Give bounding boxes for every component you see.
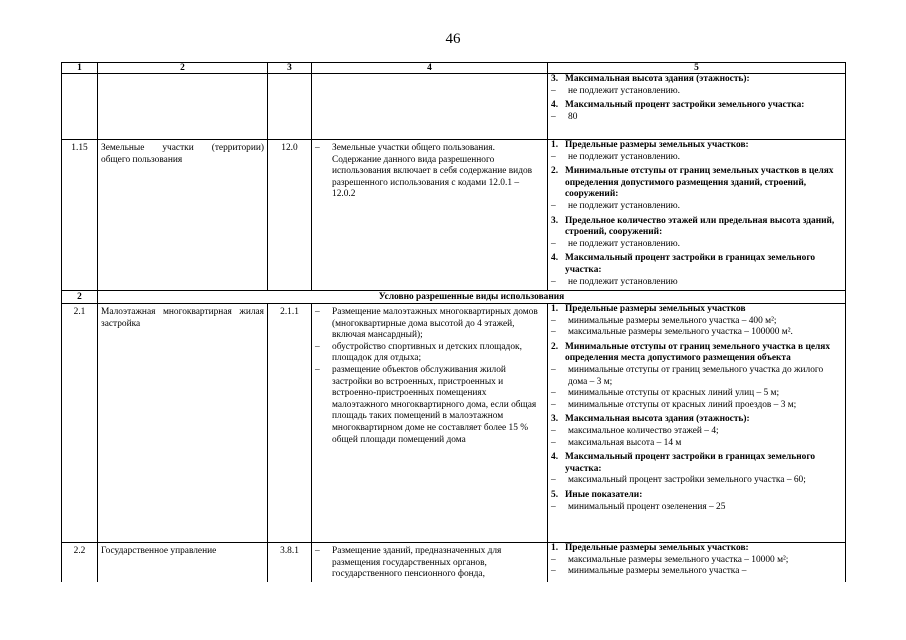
- parameter-heading: [551, 216, 842, 239]
- parameter-number: 4.: [551, 100, 559, 111]
- parameter-heading: [551, 304, 842, 316]
- code-cell: 3.8.1: [268, 543, 312, 582]
- list-item-text: минимальные размеры земельного участка –: [568, 566, 747, 577]
- list-item-text: минимальные размеры земельного участка – 400 м²;: [568, 315, 777, 326]
- list-item-text: не подлежит установлению.: [568, 200, 680, 211]
- dash-marker: –: [551, 276, 556, 287]
- dash-marker: –: [551, 554, 556, 565]
- parameter-number: 1.: [551, 304, 559, 314]
- parameter-number: 3.: [551, 74, 559, 84]
- parameters-cell: [548, 304, 846, 543]
- list-item-text: не подлежит установлению: [568, 276, 678, 287]
- parameter-heading: [551, 490, 842, 502]
- list-item-text: не подлежит установлению.: [568, 238, 680, 249]
- table-header-row: [62, 63, 846, 74]
- table-row: [62, 543, 846, 582]
- parameter-heading: [551, 342, 842, 365]
- header-cell: 3: [268, 63, 312, 74]
- list-item: [551, 365, 842, 388]
- parameter-group: [551, 166, 842, 212]
- dash-marker: –: [315, 307, 320, 317]
- table-row: [62, 304, 846, 543]
- section-number: 2: [62, 291, 98, 304]
- list-item-text: максимальное количество этажей – 4;: [568, 425, 719, 436]
- list-item: [551, 502, 842, 514]
- dash-marker: –: [551, 85, 556, 96]
- parameter-group: [551, 543, 842, 578]
- list-item-text: максимальные размеры земельного участка – 10000 м²;: [568, 554, 789, 565]
- parameter-heading: [551, 140, 842, 152]
- name-cell: Малоэтажная многоквартирная жилая застройка: [98, 304, 268, 543]
- list-item: [315, 307, 544, 342]
- dash-marker: –: [551, 388, 556, 399]
- dash-marker: –: [551, 501, 556, 512]
- list-item: [315, 365, 544, 446]
- parameter-group: [551, 216, 842, 251]
- list-item: [551, 112, 842, 124]
- parameter-group: [551, 100, 842, 123]
- list-item: [315, 342, 544, 365]
- parameter-group: [551, 140, 842, 163]
- parameter-title: Предельные размеры земельных участков: [565, 304, 746, 314]
- list-item-text: 80: [568, 111, 578, 122]
- list-item: [551, 400, 842, 412]
- parameter-heading: [551, 253, 842, 276]
- list-item-text: размещение объектов обслуживания жилой застройки во встроенных, пристроенных и встроенно-пристроенных помещениях малоэтажного многоквартирного дома, если общая площадь таких помещений в малоэтажном многоквартирном доме не составляет более 15 % общей площади помещений дома: [332, 364, 537, 445]
- description-cell: [312, 140, 548, 291]
- parameter-number: 4.: [551, 253, 559, 264]
- parameter-number: 4.: [551, 452, 559, 463]
- parameter-title: Предельное количество этажей или предельная высота зданий, строений, сооружений:: [565, 215, 835, 238]
- page-number: 46: [445, 31, 461, 47]
- list-item: [551, 566, 842, 578]
- parameter-title: Максимальный процент застройки земельного участка:: [565, 100, 805, 111]
- parameter-title: Максимальная высота здания (этажность):: [565, 74, 750, 84]
- parameter-title: Максимальный процент застройки в границах земельного участка:: [565, 452, 816, 474]
- list-item-text: минимальные отступы от красных линий проездов – 3 м;: [568, 399, 797, 410]
- description-cell: [312, 74, 548, 140]
- dash-marker: –: [551, 475, 556, 486]
- parameter-group: [551, 74, 842, 97]
- dash-marker: –: [315, 143, 320, 153]
- list-item-text: не подлежит установлению.: [568, 85, 680, 96]
- dash-marker: –: [551, 200, 556, 211]
- code-cell: 2.1.1: [268, 304, 312, 543]
- list-item: [551, 201, 842, 213]
- list-item: [551, 426, 842, 438]
- parameter-number: 3.: [551, 215, 559, 226]
- parameter-title: Максимальная высота здания (этажность):: [565, 414, 750, 425]
- name-cell: Государственное управление: [98, 543, 268, 582]
- parameter-title: Минимальные отступы от границ земельного участка в целях определения места допустимого размещения объекта: [565, 341, 831, 364]
- parameter-group: [551, 342, 842, 412]
- list-item: [551, 327, 842, 339]
- description-cell: [312, 543, 548, 582]
- dash-marker: –: [551, 566, 556, 577]
- list-item: [551, 86, 842, 98]
- list-item: [551, 555, 842, 567]
- parameter-title: Предельные размеры земельных участков:: [565, 543, 749, 553]
- list-item-text: максимальная высота – 14 м: [568, 437, 682, 448]
- description-cell: [312, 304, 548, 543]
- list-item: [315, 143, 544, 201]
- list-item: [551, 239, 842, 251]
- dash-marker: –: [551, 364, 556, 375]
- dash-marker: –: [551, 151, 556, 162]
- parameter-group: [551, 304, 842, 339]
- parameter-group: [551, 452, 842, 487]
- regulations-table: [61, 62, 846, 582]
- parameter-group: [551, 414, 842, 449]
- table-row: [62, 74, 846, 140]
- dash-marker: –: [551, 238, 556, 249]
- header-cell: 4: [312, 63, 548, 74]
- number-cell: 2.2: [62, 543, 98, 582]
- dash-marker: –: [551, 111, 556, 122]
- list-item-text: Земельные участки общего пользования. Содержание данного вида разрешенного использования включает в себя содержание видов разрешенного использования с кодами 12.0.1 – 12.0.2: [332, 143, 533, 200]
- list-item-text: максимальные размеры земельного участка – 100000 м².: [568, 327, 793, 338]
- code-cell: [268, 74, 312, 140]
- parameter-number: 1.: [551, 543, 559, 553]
- parameter-number: 3.: [551, 414, 559, 425]
- parameter-number: 2.: [551, 166, 559, 177]
- dash-marker: –: [551, 399, 556, 410]
- parameter-number: 5.: [551, 489, 559, 500]
- number-cell: [62, 74, 98, 140]
- list-item: [551, 388, 842, 400]
- dash-marker: –: [551, 437, 556, 448]
- list-item-text: не подлежит установлению.: [568, 151, 680, 162]
- header-cell: 5: [548, 63, 846, 74]
- list-item-text: минимальные отступы от красных линий улиц – 5 м;: [568, 388, 780, 399]
- parameter-title: Максимальный процент застройки в границах земельного участка:: [565, 253, 816, 275]
- parameters-cell: [548, 74, 846, 140]
- list-item: [551, 277, 842, 289]
- list-item-text: минимальные отступы от границ земельного участка до жилого дома – 3 м;: [568, 364, 824, 387]
- dash-marker: –: [315, 546, 320, 556]
- parameter-heading: [551, 74, 842, 86]
- list-item: [551, 475, 842, 487]
- list-item: [551, 316, 842, 328]
- parameter-group: [551, 490, 842, 513]
- section-row: [62, 291, 846, 304]
- header-cell: 2: [98, 63, 268, 74]
- parameter-heading: [551, 452, 842, 475]
- parameter-title: Иные показатели:: [565, 489, 643, 500]
- dash-marker: –: [551, 315, 556, 326]
- parameter-heading: [551, 100, 842, 112]
- list-item-text: Размещение зданий, предназначенных для размещения государственных органов, государственного пенсионного фонда,: [332, 546, 502, 580]
- dash-marker: –: [315, 341, 320, 352]
- list-item-text: максимальный процент застройки земельного участка – 60;: [568, 475, 806, 486]
- dash-marker: –: [551, 425, 556, 436]
- number-cell: 2.1: [62, 304, 98, 543]
- list-item-text: обустройство спортивных и детских площадок, площадок для отдыха;: [332, 341, 522, 364]
- table-row: [62, 140, 846, 291]
- dash-marker: –: [551, 327, 556, 338]
- list-item-text: Размещение малоэтажных многоквартирных домов (многоквартирные дома высотой до 4 этажей, включая мансардный);: [332, 307, 538, 341]
- parameters-cell: [548, 543, 846, 582]
- parameter-heading: [551, 414, 842, 426]
- name-cell: [98, 74, 268, 140]
- code-cell: 12.0: [268, 140, 312, 291]
- list-item: [551, 438, 842, 450]
- parameter-heading: [551, 166, 842, 201]
- section-title: Условно разрешенные виды использования: [98, 291, 846, 304]
- parameters-cell: [548, 140, 846, 291]
- parameter-title: Предельные размеры земельных участков:: [565, 140, 749, 150]
- number-cell: 1.15: [62, 140, 98, 291]
- parameter-group: [551, 253, 842, 288]
- parameter-number: 2.: [551, 341, 559, 352]
- parameter-title: Минимальные отступы от границ земельных участков в целях определения допустимого размещения зданий, строений, сооружений:: [565, 166, 834, 200]
- list-item: [315, 546, 544, 581]
- list-item: [551, 152, 842, 164]
- header-cell: 1: [62, 63, 98, 74]
- list-item-text: минимальный процент озеленения – 25: [568, 501, 726, 512]
- dash-marker: –: [315, 364, 320, 375]
- parameter-heading: [551, 543, 842, 555]
- name-cell: Земельные участки (территории) общего пользования: [98, 140, 268, 291]
- parameter-number: 1.: [551, 140, 559, 150]
